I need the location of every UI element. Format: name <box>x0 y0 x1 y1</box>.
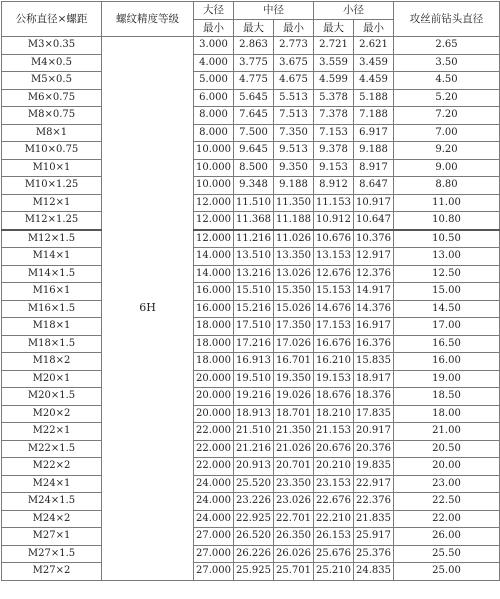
cell-minor-max: 8.912 <box>314 177 354 195</box>
cell-nominal-pitch: M20×1.5 <box>2 388 102 406</box>
cell-minor-min: 19.835 <box>354 458 394 476</box>
cell-thread-grade: 6H <box>102 37 194 581</box>
cell-nominal-pitch: M14×1.5 <box>2 265 102 283</box>
cell-pitch-max: 3.775 <box>234 54 274 72</box>
cell-nominal-pitch: M18×2 <box>2 353 102 371</box>
cell-minor-min: 14.917 <box>354 283 394 301</box>
header-tap-drill-diameter: 攻丝前钻头直径 <box>394 2 500 37</box>
cell-major-min: 27.000 <box>194 528 234 546</box>
cell-tap-drill: 25.50 <box>394 545 500 563</box>
cell-tap-drill: 3.50 <box>394 54 500 72</box>
cell-pitch-min: 7.350 <box>274 124 314 142</box>
cell-nominal-pitch: M20×2 <box>2 405 102 423</box>
cell-nominal-pitch: M14×1 <box>2 248 102 266</box>
cell-tap-drill: 12.50 <box>394 265 500 283</box>
cell-nominal-pitch: M22×2 <box>2 458 102 476</box>
cell-pitch-min: 2.773 <box>274 37 314 55</box>
cell-minor-min: 5.188 <box>354 89 394 107</box>
cell-minor-min: 15.835 <box>354 353 394 371</box>
cell-pitch-max: 7.500 <box>234 124 274 142</box>
cell-nominal-pitch: M12×1.5 <box>2 230 102 248</box>
subheader-pitch-min: 最小 <box>274 19 314 37</box>
header-thread-grade: 螺纹精度等级 <box>102 2 194 37</box>
cell-tap-drill: 15.00 <box>394 283 500 301</box>
cell-minor-min: 6.917 <box>354 124 394 142</box>
table-row <box>2 300 500 318</box>
cell-pitch-max: 19.216 <box>234 388 274 406</box>
cell-minor-max: 18.676 <box>314 388 354 406</box>
cell-pitch-max: 5.645 <box>234 89 274 107</box>
cell-pitch-min: 11.188 <box>274 212 314 230</box>
cell-major-min: 20.000 <box>194 405 234 423</box>
cell-tap-drill: 17.00 <box>394 318 500 336</box>
cell-major-min: 3.000 <box>194 37 234 55</box>
cell-pitch-max: 21.510 <box>234 423 274 441</box>
cell-minor-min: 16.376 <box>354 335 394 353</box>
cell-minor-max: 20.210 <box>314 458 354 476</box>
cell-nominal-pitch: M10×1 <box>2 159 102 177</box>
cell-nominal-pitch: M20×1 <box>2 370 102 388</box>
cell-nominal-pitch: M8×1 <box>2 124 102 142</box>
cell-pitch-min: 18.701 <box>274 405 314 423</box>
cell-pitch-min: 16.701 <box>274 353 314 371</box>
table-row <box>2 159 500 177</box>
cell-tap-drill: 16.00 <box>394 353 500 371</box>
cell-minor-max: 22.210 <box>314 510 354 528</box>
cell-nominal-pitch: M16×1.5 <box>2 300 102 318</box>
cell-minor-min: 18.917 <box>354 370 394 388</box>
cell-tap-drill: 18.00 <box>394 405 500 423</box>
cell-pitch-min: 13.026 <box>274 265 314 283</box>
cell-pitch-max: 13.510 <box>234 248 274 266</box>
cell-pitch-max: 9.645 <box>234 142 274 160</box>
cell-major-min: 12.000 <box>194 194 234 212</box>
cell-nominal-pitch: M12×1.25 <box>2 212 102 230</box>
cell-nominal-pitch: M12×1 <box>2 194 102 212</box>
cell-tap-drill: 9.20 <box>394 142 500 160</box>
cell-nominal-pitch: M22×1 <box>2 423 102 441</box>
cell-minor-min: 2.621 <box>354 37 394 55</box>
cell-minor-min: 10.376 <box>354 230 394 248</box>
cell-nominal-pitch: M6×0.75 <box>2 89 102 107</box>
cell-major-min: 10.000 <box>194 177 234 195</box>
header-pitch-diameter: 中径 <box>234 2 314 20</box>
header-nominal-pitch: 公称直径×螺距 <box>2 2 102 37</box>
cell-tap-drill: 23.00 <box>394 475 500 493</box>
cell-minor-min: 10.647 <box>354 212 394 230</box>
cell-pitch-max: 16.913 <box>234 353 274 371</box>
cell-minor-min: 16.917 <box>354 318 394 336</box>
cell-minor-max: 14.676 <box>314 300 354 318</box>
cell-pitch-min: 15.026 <box>274 300 314 318</box>
cell-nominal-pitch: M10×0.75 <box>2 142 102 160</box>
cell-major-min: 8.000 <box>194 124 234 142</box>
cell-nominal-pitch: M27×1 <box>2 528 102 546</box>
cell-minor-min: 25.376 <box>354 545 394 563</box>
cell-tap-drill: 19.00 <box>394 370 500 388</box>
cell-pitch-max: 15.510 <box>234 283 274 301</box>
subheader-minor-min: 最小 <box>354 19 394 37</box>
cell-tap-drill: 4.50 <box>394 72 500 90</box>
cell-minor-min: 10.917 <box>354 194 394 212</box>
table-row <box>2 89 500 107</box>
cell-minor-max: 10.912 <box>314 212 354 230</box>
cell-tap-drill: 22.50 <box>394 493 500 511</box>
table-row <box>2 283 500 301</box>
cell-pitch-min: 23.026 <box>274 493 314 511</box>
table-row <box>2 405 500 423</box>
cell-major-min: 20.000 <box>194 388 234 406</box>
cell-major-min: 4.000 <box>194 54 234 72</box>
cell-nominal-pitch: M18×1 <box>2 318 102 336</box>
table-row <box>2 318 500 336</box>
cell-minor-min: 3.459 <box>354 54 394 72</box>
cell-tap-drill: 22.00 <box>394 510 500 528</box>
cell-major-min: 6.000 <box>194 89 234 107</box>
table-row <box>2 545 500 563</box>
cell-nominal-pitch: M8×0.75 <box>2 107 102 125</box>
cell-pitch-min: 11.350 <box>274 194 314 212</box>
cell-minor-min: 20.917 <box>354 423 394 441</box>
table-row <box>2 475 500 493</box>
cell-minor-max: 2.721 <box>314 37 354 55</box>
cell-nominal-pitch: M18×1.5 <box>2 335 102 353</box>
cell-tap-drill: 7.20 <box>394 107 500 125</box>
cell-major-min: 16.000 <box>194 300 234 318</box>
header-minor-diameter: 小径 <box>314 2 394 20</box>
table-row <box>2 230 500 248</box>
cell-pitch-min: 22.701 <box>274 510 314 528</box>
cell-major-min: 24.000 <box>194 510 234 528</box>
cell-minor-min: 22.376 <box>354 493 394 511</box>
cell-minor-max: 19.153 <box>314 370 354 388</box>
cell-minor-max: 12.676 <box>314 265 354 283</box>
cell-minor-min: 4.459 <box>354 72 394 90</box>
table-row <box>2 423 500 441</box>
cell-pitch-min: 20.701 <box>274 458 314 476</box>
cell-tap-drill: 13.00 <box>394 248 500 266</box>
cell-pitch-min: 11.026 <box>274 230 314 248</box>
cell-tap-drill: 21.00 <box>394 423 500 441</box>
cell-nominal-pitch: M4×0.5 <box>2 54 102 72</box>
cell-major-min: 10.000 <box>194 159 234 177</box>
cell-pitch-max: 4.775 <box>234 72 274 90</box>
cell-pitch-min: 19.350 <box>274 370 314 388</box>
cell-pitch-max: 26.226 <box>234 545 274 563</box>
cell-minor-max: 26.153 <box>314 528 354 546</box>
cell-pitch-min: 17.350 <box>274 318 314 336</box>
table-row <box>2 265 500 283</box>
cell-pitch-max: 26.520 <box>234 528 274 546</box>
table-row <box>2 458 500 476</box>
cell-major-min: 5.000 <box>194 72 234 90</box>
cell-tap-drill: 20.50 <box>394 440 500 458</box>
cell-tap-drill: 2.65 <box>394 37 500 55</box>
cell-minor-min: 25.917 <box>354 528 394 546</box>
table-row <box>2 370 500 388</box>
cell-pitch-min: 13.350 <box>274 248 314 266</box>
cell-pitch-min: 15.350 <box>274 283 314 301</box>
cell-minor-max: 9.153 <box>314 159 354 177</box>
cell-minor-min: 21.835 <box>354 510 394 528</box>
table-row <box>2 212 500 230</box>
cell-nominal-pitch: M27×1.5 <box>2 545 102 563</box>
cell-minor-min: 14.376 <box>354 300 394 318</box>
cell-major-min: 22.000 <box>194 423 234 441</box>
cell-minor-max: 21.153 <box>314 423 354 441</box>
cell-minor-max: 22.676 <box>314 493 354 511</box>
cell-pitch-max: 11.510 <box>234 194 274 212</box>
cell-pitch-max: 22.925 <box>234 510 274 528</box>
cell-minor-min: 18.376 <box>354 388 394 406</box>
cell-minor-max: 20.676 <box>314 440 354 458</box>
cell-pitch-min: 3.675 <box>274 54 314 72</box>
cell-minor-max: 16.210 <box>314 353 354 371</box>
cell-minor-min: 12.376 <box>354 265 394 283</box>
cell-major-min: 18.000 <box>194 335 234 353</box>
cell-tap-drill: 10.80 <box>394 212 500 230</box>
cell-pitch-max: 17.216 <box>234 335 274 353</box>
cell-minor-max: 3.559 <box>314 54 354 72</box>
cell-pitch-max: 23.226 <box>234 493 274 511</box>
table-row <box>2 353 500 371</box>
cell-nominal-pitch: M24×2 <box>2 510 102 528</box>
cell-tap-drill: 10.50 <box>394 230 500 248</box>
cell-major-min: 20.000 <box>194 370 234 388</box>
cell-nominal-pitch: M16×1 <box>2 283 102 301</box>
table-row <box>2 248 500 266</box>
cell-pitch-min: 5.513 <box>274 89 314 107</box>
cell-pitch-max: 11.216 <box>234 230 274 248</box>
cell-minor-max: 15.153 <box>314 283 354 301</box>
table-row <box>2 528 500 546</box>
cell-major-min: 14.000 <box>194 265 234 283</box>
thread-spec-table <box>1 1 500 581</box>
table-row <box>2 124 500 142</box>
cell-minor-max: 25.210 <box>314 563 354 581</box>
cell-minor-max: 23.153 <box>314 475 354 493</box>
cell-pitch-min: 21.350 <box>274 423 314 441</box>
cell-major-min: 24.000 <box>194 493 234 511</box>
cell-pitch-max: 9.348 <box>234 177 274 195</box>
cell-minor-min: 7.188 <box>354 107 394 125</box>
cell-pitch-min: 17.026 <box>274 335 314 353</box>
cell-pitch-max: 21.216 <box>234 440 274 458</box>
cell-pitch-min: 26.026 <box>274 545 314 563</box>
cell-nominal-pitch: M5×0.5 <box>2 72 102 90</box>
cell-minor-max: 7.153 <box>314 124 354 142</box>
cell-major-min: 12.000 <box>194 230 234 248</box>
cell-major-min: 8.000 <box>194 107 234 125</box>
table-row <box>2 54 500 72</box>
cell-major-min: 27.000 <box>194 545 234 563</box>
table-row <box>2 335 500 353</box>
cell-pitch-min: 7.513 <box>274 107 314 125</box>
cell-minor-max: 4.599 <box>314 72 354 90</box>
cell-pitch-min: 9.188 <box>274 177 314 195</box>
cell-nominal-pitch: M22×1.5 <box>2 440 102 458</box>
cell-nominal-pitch: M24×1.5 <box>2 493 102 511</box>
cell-pitch-max: 7.645 <box>234 107 274 125</box>
cell-tap-drill: 8.80 <box>394 177 500 195</box>
table-row <box>2 142 500 160</box>
cell-minor-max: 10.676 <box>314 230 354 248</box>
cell-major-min: 12.000 <box>194 212 234 230</box>
table-row <box>2 72 500 90</box>
cell-major-min: 16.000 <box>194 283 234 301</box>
cell-tap-drill: 7.00 <box>394 124 500 142</box>
cell-minor-min: 12.917 <box>354 248 394 266</box>
cell-pitch-min: 9.350 <box>274 159 314 177</box>
cell-major-min: 18.000 <box>194 318 234 336</box>
cell-pitch-max: 15.216 <box>234 300 274 318</box>
cell-tap-drill: 26.00 <box>394 528 500 546</box>
cell-tap-drill: 25.00 <box>394 563 500 581</box>
cell-major-min: 22.000 <box>194 458 234 476</box>
cell-pitch-min: 9.513 <box>274 142 314 160</box>
table-row <box>2 194 500 212</box>
table-header <box>2 2 500 37</box>
cell-nominal-pitch: M10×1.25 <box>2 177 102 195</box>
cell-pitch-max: 17.510 <box>234 318 274 336</box>
table-body <box>2 37 500 581</box>
cell-major-min: 27.000 <box>194 563 234 581</box>
cell-minor-max: 18.210 <box>314 405 354 423</box>
cell-pitch-max: 25.520 <box>234 475 274 493</box>
cell-tap-drill: 5.20 <box>394 89 500 107</box>
cell-minor-max: 16.676 <box>314 335 354 353</box>
cell-minor-max: 9.378 <box>314 142 354 160</box>
subheader-major-min: 最小 <box>194 19 234 37</box>
cell-pitch-max: 20.913 <box>234 458 274 476</box>
subheader-pitch-max: 最大 <box>234 19 274 37</box>
cell-minor-min: 22.917 <box>354 475 394 493</box>
cell-minor-min: 20.376 <box>354 440 394 458</box>
cell-nominal-pitch: M24×1 <box>2 475 102 493</box>
cell-nominal-pitch: M3×0.35 <box>2 37 102 55</box>
cell-tap-drill: 20.00 <box>394 458 500 476</box>
cell-major-min: 14.000 <box>194 248 234 266</box>
cell-minor-max: 5.378 <box>314 89 354 107</box>
cell-minor-max: 7.378 <box>314 107 354 125</box>
cell-pitch-min: 19.026 <box>274 388 314 406</box>
cell-pitch-min: 25.701 <box>274 563 314 581</box>
cell-pitch-min: 21.026 <box>274 440 314 458</box>
subheader-minor-max: 最大 <box>314 19 354 37</box>
cell-major-min: 10.000 <box>194 142 234 160</box>
cell-tap-drill: 18.50 <box>394 388 500 406</box>
table-row <box>2 107 500 125</box>
cell-tap-drill: 16.50 <box>394 335 500 353</box>
cell-nominal-pitch: M27×2 <box>2 563 102 581</box>
table-row <box>2 493 500 511</box>
cell-pitch-min: 23.350 <box>274 475 314 493</box>
cell-pitch-max: 11.368 <box>234 212 274 230</box>
cell-pitch-max: 2.863 <box>234 37 274 55</box>
table-row <box>2 388 500 406</box>
cell-minor-max: 11.153 <box>314 194 354 212</box>
cell-pitch-max: 25.925 <box>234 563 274 581</box>
cell-minor-min: 8.917 <box>354 159 394 177</box>
cell-pitch-max: 19.510 <box>234 370 274 388</box>
cell-minor-max: 17.153 <box>314 318 354 336</box>
table-row <box>2 440 500 458</box>
cell-pitch-min: 4.675 <box>274 72 314 90</box>
table-row <box>2 563 500 581</box>
cell-minor-min: 24.835 <box>354 563 394 581</box>
cell-tap-drill: 14.50 <box>394 300 500 318</box>
table-row <box>2 510 500 528</box>
cell-pitch-max: 8.500 <box>234 159 274 177</box>
cell-minor-min: 8.647 <box>354 177 394 195</box>
table-row <box>2 37 500 55</box>
cell-minor-min: 17.835 <box>354 405 394 423</box>
cell-minor-max: 13.153 <box>314 248 354 266</box>
header-major-diameter: 大径 <box>194 2 234 20</box>
cell-minor-min: 9.188 <box>354 142 394 160</box>
cell-minor-max: 25.676 <box>314 545 354 563</box>
cell-major-min: 24.000 <box>194 475 234 493</box>
table-row <box>2 177 500 195</box>
cell-major-min: 22.000 <box>194 440 234 458</box>
cell-pitch-min: 26.350 <box>274 528 314 546</box>
cell-pitch-max: 13.216 <box>234 265 274 283</box>
cell-pitch-max: 18.913 <box>234 405 274 423</box>
cell-tap-drill: 11.00 <box>394 194 500 212</box>
cell-major-min: 18.000 <box>194 353 234 371</box>
cell-tap-drill: 9.00 <box>394 159 500 177</box>
